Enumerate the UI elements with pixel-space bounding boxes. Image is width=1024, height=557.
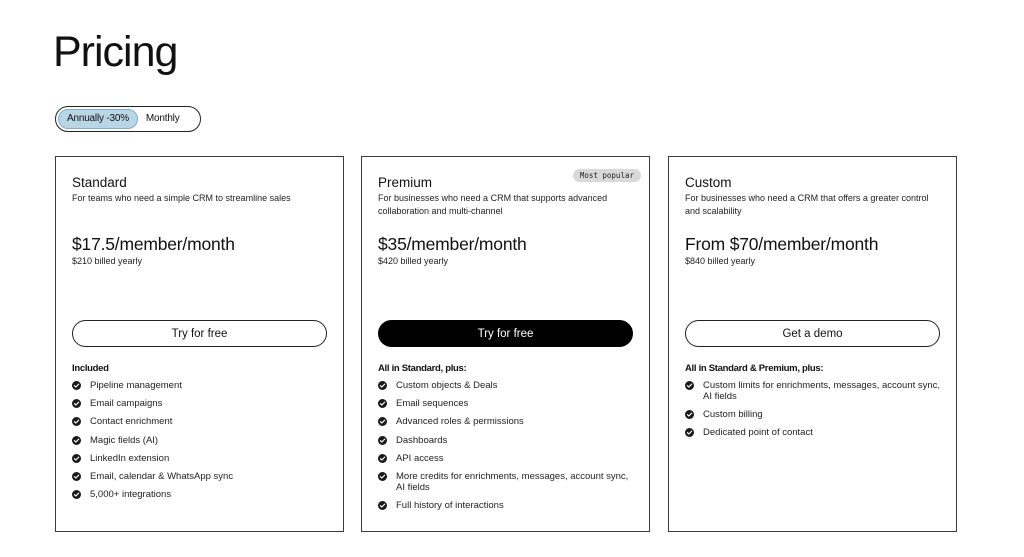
feature-item — [72, 380, 330, 391]
check-circle-icon — [685, 410, 694, 419]
feature-item — [378, 398, 636, 409]
feature-item — [378, 500, 636, 511]
check-circle-icon — [685, 428, 694, 437]
feature-list — [685, 380, 943, 446]
feature-item — [378, 435, 636, 446]
feature-label: Pipeline management — [90, 380, 182, 391]
feature-label: Dedicated point of contact — [703, 427, 813, 439]
features-heading: All in Standard, plus: — [378, 363, 467, 374]
toggle-monthly[interactable]: Monthly — [145, 113, 180, 124]
check-circle-icon — [378, 454, 387, 463]
toggle-annually[interactable]: Annually -30% — [58, 109, 138, 129]
plan-price: From $70/member/month — [685, 234, 879, 254]
feature-label: Contact enrichment — [90, 416, 173, 428]
feature-label: Custom billing — [703, 409, 763, 421]
feature-label: Full history of interactions — [396, 500, 504, 512]
plan-card-standard — [55, 156, 344, 532]
feature-label: API access — [396, 452, 444, 464]
check-circle-icon — [72, 454, 81, 463]
check-circle-icon — [378, 381, 387, 390]
plan-billed-yearly: $420 billed yearly — [378, 256, 449, 266]
plan-billed-yearly: $210 billed yearly — [72, 256, 143, 266]
feature-item — [685, 427, 943, 438]
plan-name: Standard — [72, 175, 127, 190]
plan-description: For businesses who need a CRM that supports advanced collaboration and multi-channel — [378, 193, 608, 216]
check-circle-icon — [378, 472, 387, 481]
feature-label: Email sequences — [396, 398, 469, 410]
most-popular-badge: Most popular — [573, 169, 641, 182]
plan-card-premium — [361, 156, 650, 532]
try-for-free-button[interactable]: Try for free — [378, 320, 633, 347]
feature-item — [72, 398, 330, 409]
plan-price: $35/member/month — [378, 234, 527, 254]
plan-description: For businesses who need a CRM that offers a greater control and scalability — [685, 193, 929, 216]
plan-description: For teams who need a simple CRM to streamline sales — [72, 193, 291, 203]
features-heading: Included — [72, 363, 109, 374]
features-heading: All in Standard & Premium, plus: — [685, 363, 824, 374]
feature-item — [72, 489, 330, 500]
feature-label: More credits for enrichments, messages, account sync, AI fields — [396, 470, 629, 493]
feature-item — [72, 435, 330, 446]
feature-item — [72, 453, 330, 464]
check-circle-icon — [72, 381, 81, 390]
page-title: Pricing — [53, 28, 178, 76]
feature-label: Email, calendar & WhatsApp sync — [90, 470, 234, 482]
feature-label: Dashboards — [396, 434, 448, 446]
check-circle-icon — [378, 417, 387, 426]
feature-label: 5,000+ integrations — [90, 489, 172, 501]
feature-label: Custom objects & Deals — [396, 380, 498, 391]
feature-item — [378, 416, 636, 427]
feature-item — [685, 409, 943, 420]
check-circle-icon — [72, 399, 81, 408]
check-circle-icon — [378, 399, 387, 408]
check-circle-icon — [72, 417, 81, 426]
plan-name: Custom — [685, 175, 732, 190]
check-circle-icon — [72, 490, 81, 499]
feature-item — [685, 380, 943, 402]
plan-name: Premium — [378, 175, 433, 190]
plan-card-custom — [668, 156, 957, 532]
feature-list — [378, 380, 636, 518]
plan-billed-yearly: $840 billed yearly — [685, 256, 756, 266]
feature-label: Email campaigns — [90, 398, 163, 410]
feature-label: Magic fields (AI) — [90, 434, 159, 446]
feature-item — [378, 453, 636, 464]
billing-period-toggle[interactable] — [55, 106, 201, 132]
feature-item — [378, 380, 636, 391]
feature-list — [72, 380, 330, 507]
plan-price: $17.5/member/month — [72, 234, 235, 254]
feature-item — [72, 471, 330, 482]
check-circle-icon — [72, 472, 81, 481]
feature-label: LinkedIn extension — [90, 452, 170, 464]
feature-label: Custom limits for enrichments, messages, account sync, AI fields — [703, 380, 941, 402]
feature-label: Advanced roles & permissions — [396, 416, 524, 428]
try-for-free-button[interactable]: Try for free — [72, 320, 327, 347]
check-circle-icon — [378, 436, 387, 445]
feature-item — [72, 416, 330, 427]
feature-item — [378, 471, 636, 493]
get-a-demo-button[interactable]: Get a demo — [685, 320, 940, 347]
check-circle-icon — [378, 501, 387, 510]
check-circle-icon — [72, 436, 81, 445]
check-circle-icon — [685, 381, 694, 390]
